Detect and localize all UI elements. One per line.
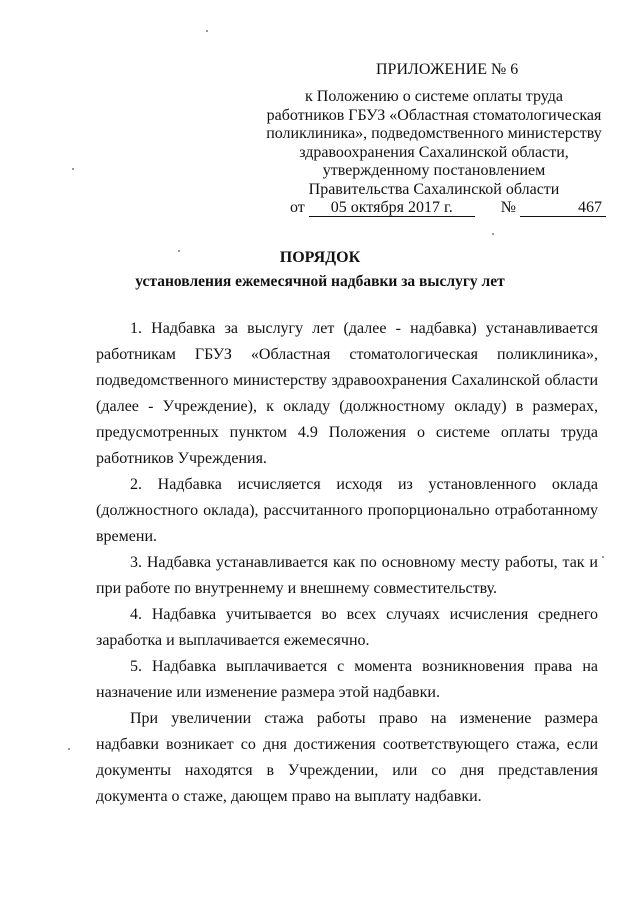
- date-value: 05 октября 2017 г.: [309, 199, 475, 217]
- scan-speck: [68, 748, 70, 750]
- document-subtitle: установления ежемесячной надбавки за выслугу лет: [135, 273, 505, 290]
- document-body: [96, 316, 598, 810]
- document-title: ПОРЯДОК: [279, 249, 361, 266]
- paragraph-5: 5. Надбавка выплачивается с момента возникновения права на назначение или изменение размера этой надбавки.: [96, 658, 598, 701]
- number-prefix: №: [500, 199, 517, 216]
- approval-header: [262, 88, 606, 218]
- number-value: 467: [520, 199, 606, 217]
- scan-speck: [178, 250, 180, 252]
- date-prefix: от: [290, 199, 305, 216]
- header-line: здравоохранения Сахалинской области,: [299, 143, 569, 161]
- paragraph-2: 2. Надбавка исчисляется исходя из установленного оклада (должностного оклада), рассчитанного пропорционально отработанному времени.: [96, 476, 598, 545]
- date-number-line: [262, 199, 606, 218]
- scan-speck: [206, 30, 208, 32]
- paragraph-3: 3. Надбавка устанавливается как по основному месту работы, так и при работе по внутреннему и внешнему совместительству.: [96, 554, 598, 597]
- scan-speck: [72, 168, 74, 170]
- header-line: к Положению о системе оплаты труда: [305, 88, 563, 105]
- paragraph-4: 4. Надбавка учитывается во всех случаях исчисления среднего заработка и выплачивается ежемесячно.: [96, 606, 598, 649]
- header-line: утвержденному постановлением: [322, 162, 546, 179]
- paragraph-6: При увеличении стажа работы право на изменение размера надбавки возникает со дня достижения соответствующего стажа, если документы находятся в Учреждении, или со дня представления документа о стаже, дающем право на выплату надбавки.: [96, 710, 598, 805]
- header-line: работников ГБУЗ «Областная стоматологическая: [266, 106, 602, 124]
- header-line: поликлиника», подведомственного министерству: [266, 125, 602, 142]
- scan-speck: [492, 233, 494, 235]
- appendix-title: ПРИЛОЖЕНИЕ № 6: [376, 61, 519, 78]
- paragraph-1: 1. Надбавка за выслугу лет (далее - надбавка) устанавливается работникам ГБУЗ «Областная стоматологическая поликлиника», подведомственного министерству здравоохранения Сахалинской области (далее - Учреждение), к окладу (должностному окладу) в размерах, предусмотренных пунктом 4.9 Положения о системе оплаты труда работников Учреждения.: [96, 320, 598, 467]
- scan-speck: [602, 556, 604, 558]
- header-line: Правительства Сахалинской области: [308, 180, 560, 198]
